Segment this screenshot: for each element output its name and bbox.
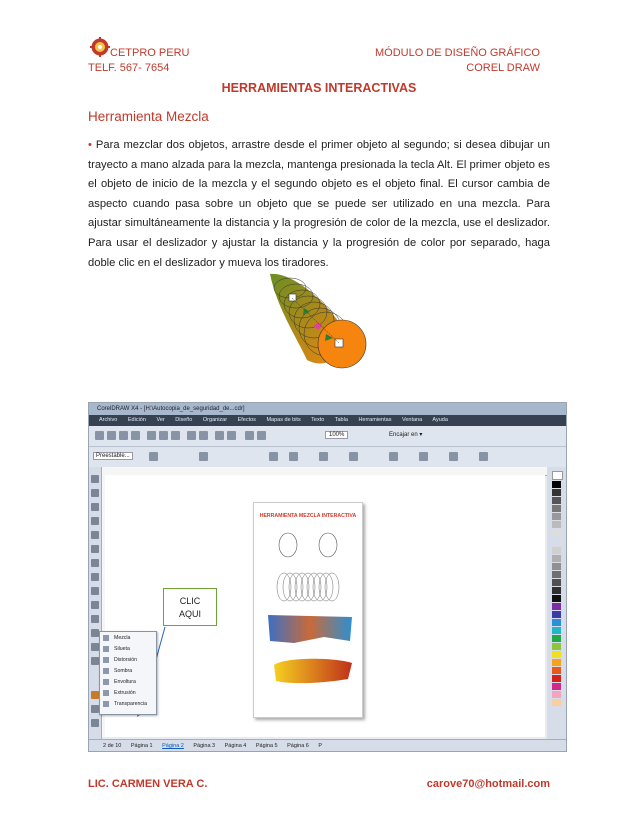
palette-swatch[interactable] xyxy=(552,521,561,528)
bullet-marker: • xyxy=(88,139,92,151)
contour-icon xyxy=(103,646,109,652)
instruction-paragraph xyxy=(88,136,550,273)
menu-item[interactable]: Tabla xyxy=(334,417,348,423)
palette-swatch[interactable] xyxy=(552,489,561,496)
page-tab[interactable]: Página 4 xyxy=(224,743,247,749)
palette-swatch[interactable] xyxy=(552,675,561,682)
snap-to-button[interactable]: Encajar en ▾ xyxy=(389,432,423,438)
palette-swatch[interactable] xyxy=(552,505,561,512)
menu-item[interactable]: Diseño xyxy=(175,417,193,423)
window-titlebar: CorelDRAW X4 - [H:\Autocopia_de_seguridad_de...cdr] xyxy=(89,403,566,415)
callout-line-1: CLIC xyxy=(179,596,201,606)
page-tab[interactable]: Página 1 xyxy=(130,743,153,749)
header-software: COREL DRAW xyxy=(466,62,540,74)
page-tab[interactable]: Página 5 xyxy=(255,743,278,749)
menu-item[interactable]: Ayuda xyxy=(432,417,448,423)
flyout-item-sombra[interactable]: Sombra xyxy=(103,667,132,676)
palette-swatch[interactable] xyxy=(552,659,561,666)
palette-swatch[interactable] xyxy=(552,471,563,480)
palette-swatch[interactable] xyxy=(552,587,561,594)
page-tab[interactable]: P xyxy=(318,743,323,749)
menu-item[interactable]: Efectos xyxy=(237,417,256,423)
shadow-icon xyxy=(103,668,109,674)
interactive-tools-flyout xyxy=(99,631,157,715)
menu-item[interactable]: Organizar xyxy=(202,417,228,423)
palette-swatch[interactable] xyxy=(552,635,561,642)
palette-swatch[interactable] xyxy=(552,513,561,520)
callout-arrow-icon xyxy=(89,403,566,751)
palette-swatch[interactable] xyxy=(552,699,561,706)
palette-swatch[interactable] xyxy=(552,627,561,634)
footer-author: LIC. CARMEN VERA C. xyxy=(88,778,208,790)
palette-swatch[interactable] xyxy=(552,667,561,674)
palette-swatch[interactable] xyxy=(552,529,561,536)
menu-item[interactable]: Edición xyxy=(127,417,146,423)
header-module: MÓDULO DE DISEÑO GRÁFICO xyxy=(374,47,540,59)
page-count: 2 de 10 xyxy=(103,743,122,749)
page-heading: HERRAMIENTA MEZCLA INTERACTIVA xyxy=(259,513,357,519)
page-tab-active[interactable]: Página 2 xyxy=(162,743,184,749)
palette-swatch[interactable] xyxy=(552,481,561,488)
palette-swatch[interactable] xyxy=(552,555,561,562)
menu-item[interactable]: Archivo xyxy=(99,417,118,423)
color-palette xyxy=(547,467,566,739)
page-tab[interactable]: Página 3 xyxy=(193,743,216,749)
menu-item[interactable]: Mapas de bits xyxy=(266,417,301,423)
flyout-item-mezcla[interactable]: Mezcla xyxy=(103,634,130,643)
palette-swatch[interactable] xyxy=(552,643,561,650)
palette-swatch[interactable] xyxy=(552,497,561,504)
palette-swatch[interactable] xyxy=(552,547,561,554)
cetpro-logo-icon xyxy=(90,37,110,57)
palette-swatch[interactable] xyxy=(552,603,561,610)
flyout-item-transparencia[interactable]: Transparencia xyxy=(103,700,147,709)
menu-item[interactable]: Ver xyxy=(156,417,165,423)
flyout-item-envoltura[interactable]: Envoltura xyxy=(103,678,136,687)
palette-swatch[interactable] xyxy=(552,579,561,586)
menu-item[interactable]: Herramientas xyxy=(358,417,392,423)
transparency-icon xyxy=(103,701,109,707)
extrude-icon xyxy=(103,690,109,696)
palette-swatch[interactable] xyxy=(552,611,561,618)
page-title: HERRAMIENTAS INTERACTIVAS xyxy=(221,81,417,95)
menu-item[interactable]: Ventana xyxy=(401,417,423,423)
page-tab[interactable]: Página 6 xyxy=(287,743,309,749)
zoom-select[interactable]: 100% xyxy=(325,431,348,439)
palette-swatch[interactable] xyxy=(552,691,561,698)
header-phone: TELF. 567- 7654 xyxy=(88,62,170,74)
blend-icon xyxy=(103,635,109,641)
coreldraw-screenshot xyxy=(88,402,567,752)
flyout-item-distorsion[interactable]: Distorsión xyxy=(103,656,137,665)
envelope-icon xyxy=(103,679,109,685)
footer-email[interactable]: carove70@hotmail.com xyxy=(426,778,550,790)
flyout-item-silueta[interactable]: Silueta xyxy=(103,645,130,654)
palette-swatch[interactable] xyxy=(552,651,561,658)
palette-swatch[interactable] xyxy=(552,571,561,578)
preset-select[interactable]: Preestable... xyxy=(93,452,133,460)
distort-icon xyxy=(103,657,109,663)
flyout-item-extrusion[interactable]: Extrusión xyxy=(103,689,136,698)
palette-swatch[interactable] xyxy=(552,595,561,602)
paragraph-text: Para mezclar dos objetos, arrastre desde el primer objeto al segundo; si desea dibujar un trayecto a mano alzada para la mezcla, mantenga presionada la tecla Alt. El primer objeto es el objeto de inicio de la mezcla y el segundo objeto es el objeto final. El cursor cambia de aspecto cuando pasa sobre un objeto que se puede ser utilizado en una mezcla. Para ajustar simultáneamente la distancia y la progresión de color de la mezcla, use el deslizador. Para usar el deslizador y ajustar la distancia y la progresión de color por separado, haga doble clic en el deslizador y mueva los tiradores. xyxy=(88,139,550,269)
palette-swatch[interactable] xyxy=(552,683,561,690)
palette-swatch[interactable] xyxy=(552,563,561,570)
blend-illustration xyxy=(262,268,372,378)
page-navigator xyxy=(89,739,566,751)
menu-item[interactable]: Texto xyxy=(311,417,325,423)
palette-swatch[interactable] xyxy=(552,619,561,626)
callout-line-2: AQUI xyxy=(178,609,201,619)
section-title: Herramienta Mezcla xyxy=(88,109,209,124)
header-org: CETPRO PERU xyxy=(110,47,190,59)
